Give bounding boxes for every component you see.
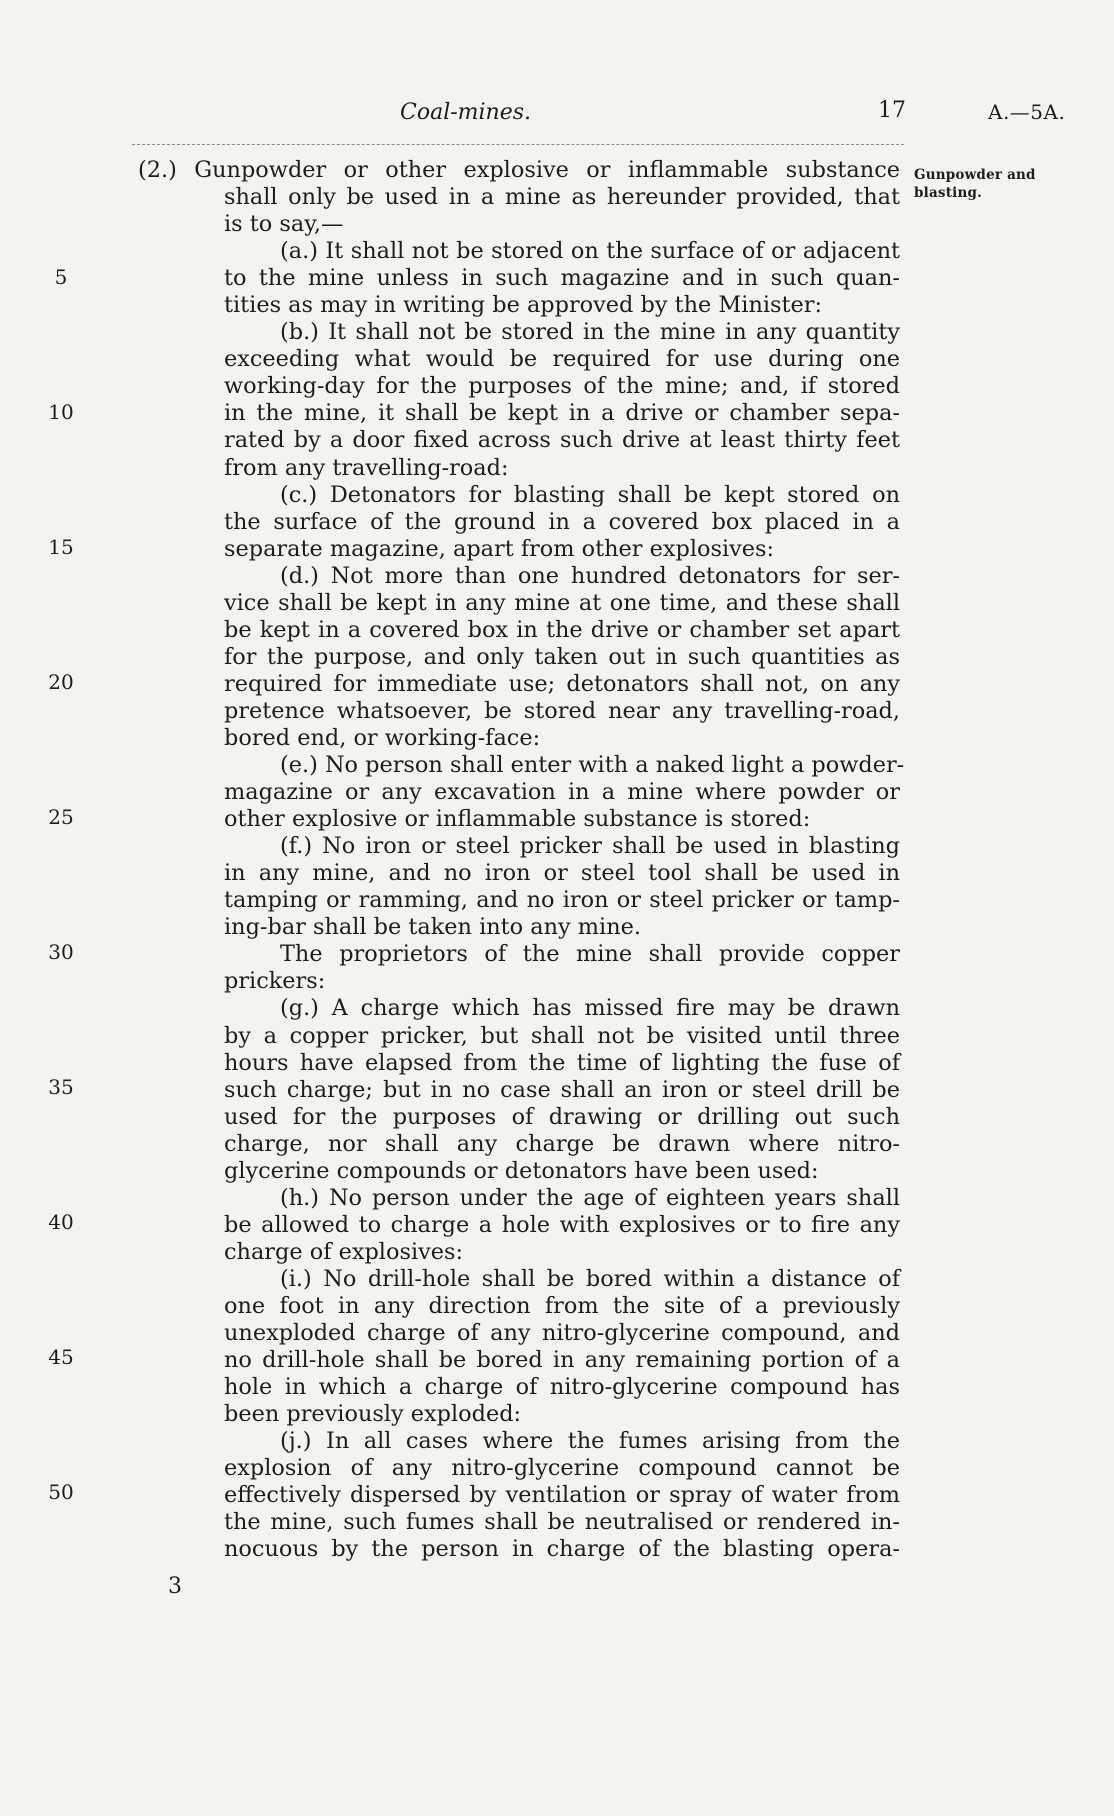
- margin-note: [914, 166, 1036, 202]
- text-line: (b.) It shall not be stored in the mine in any quantity: [280, 319, 900, 346]
- text-line: (c.) Detonators for blasting shall be kept stored on: [280, 481, 900, 508]
- text-line: magazine or any excavation in a mine where powder or: [224, 779, 900, 806]
- text-line: required for immediate use; detonators shall not, on any: [224, 670, 900, 697]
- margin-note-line: blasting.: [914, 185, 983, 201]
- text-line: (f.) No iron or steel pricker shall be used in blasting: [280, 833, 900, 860]
- text-line: explosion of any nitro-glycerine compound cannot be: [224, 1455, 900, 1482]
- line-number: 45: [48, 1345, 74, 1369]
- text-line: in the mine, it shall be kept in a drive or chamber sepa-: [224, 400, 900, 427]
- text-line: tamping or ramming, and no iron or steel pricker or tamp-: [224, 887, 900, 914]
- line-number: 5: [54, 265, 68, 289]
- text-line: separate magazine, apart from other explosives:: [224, 535, 775, 562]
- text-line: hole in which a charge of nitro-glycerine compound has: [224, 1374, 900, 1401]
- text-line: be allowed to charge a hole with explosives or to fire any: [224, 1211, 900, 1238]
- line-number: 50: [48, 1480, 74, 1504]
- text-line: ing-bar shall be taken into any mine.: [224, 914, 641, 941]
- text-line: used for the purposes of drawing or drilling out such: [224, 1103, 900, 1130]
- text-line: hours have elapsed from the time of lighting the fuse of: [224, 1049, 900, 1076]
- text-line: (e.) No person shall enter with a naked light a powder-: [280, 752, 905, 779]
- text-line: (d.) Not more than one hundred detonators for ser-: [280, 562, 900, 589]
- text-line: from any travelling-road:: [224, 454, 509, 481]
- text-line: been previously exploded:: [224, 1401, 522, 1428]
- body-text: [138, 157, 905, 1563]
- text-line: (a.) It shall not be stored on the surface of or adjacent: [280, 238, 900, 265]
- text-line: effectively dispersed by ventilation or spray of water from: [224, 1482, 900, 1509]
- text-line: exceeding what would be required for use during one: [224, 346, 900, 373]
- line-number: 35: [48, 1075, 74, 1099]
- text-line: bored end, or working-face:: [224, 724, 541, 751]
- text-line: charge, nor shall any charge be drawn where nitro-: [224, 1130, 900, 1157]
- line-number: 15: [48, 535, 74, 559]
- text-line: by a copper pricker, but shall not be visited until three: [224, 1022, 900, 1049]
- text-line: (j.) In all cases where the fumes arising from the: [280, 1428, 900, 1455]
- line-number: 20: [48, 670, 74, 694]
- text-line: shall only be used in a mine as hereunder provided, that: [224, 184, 900, 211]
- text-line: other explosive or inflammable substance is stored:: [224, 806, 811, 833]
- line-number: 40: [48, 1210, 74, 1234]
- text-line: working-day for the purposes of the mine; and, if stored: [224, 373, 900, 400]
- text-line: prickers:: [224, 968, 326, 995]
- running-title: Coal-mines.: [400, 100, 532, 125]
- document-reference: A.—5A.: [988, 100, 1066, 124]
- text-line: The proprietors of the mine shall provide copper: [280, 941, 900, 968]
- text-line: (2.) Gunpowder or other explosive or inflammable substance: [138, 157, 900, 183]
- text-line: (i.) No drill-hole shall be bored within a distance of: [280, 1265, 900, 1292]
- text-line: is to say,—: [224, 211, 344, 238]
- line-number: 30: [48, 940, 74, 964]
- text-line: vice shall be kept in any mine at one time, and these shall: [224, 589, 900, 616]
- text-line: to the mine unless in such magazine and in such quan-: [224, 265, 900, 292]
- text-line: such charge; but in no case shall an iron or steel drill be: [224, 1076, 900, 1103]
- page-number: 17: [878, 98, 906, 123]
- text-line: nocuous by the person in charge of the blasting opera-: [224, 1536, 900, 1563]
- text-line: (h.) No person under the age of eighteen years shall: [280, 1184, 900, 1211]
- line-number: 10: [48, 400, 74, 424]
- text-line: glycerine compounds or detonators have been used:: [224, 1157, 819, 1184]
- text-line: be kept in a covered box in the drive or chamber set apart: [224, 616, 900, 643]
- text-line: pretence whatsoever, be stored near any travelling-road,: [224, 697, 900, 724]
- text-line: rated by a door fixed across such drive at least thirty feet: [224, 427, 900, 454]
- signature-mark: 3: [168, 1574, 182, 1599]
- text-line: the surface of the ground in a covered box placed in a: [224, 508, 900, 535]
- text-line: no drill-hole shall be bored in any remaining portion of a: [224, 1347, 900, 1374]
- text-line: charge of explosives:: [224, 1238, 464, 1265]
- text-line: the mine, such fumes shall be neutralised or rendered in-: [224, 1509, 900, 1536]
- text-line: for the purpose, and only taken out in such quantities as: [224, 643, 900, 670]
- text-line: (g.) A charge which has missed fire may be drawn: [280, 995, 900, 1022]
- line-number: 25: [48, 805, 74, 829]
- text-line: unexploded charge of any nitro-glycerine compound, and: [224, 1320, 900, 1347]
- text-line: tities as may in writing be approved by the Minister:: [224, 292, 823, 319]
- header-rule: [132, 144, 904, 145]
- margin-note-line: Gunpowder and: [914, 167, 1036, 183]
- text-line: in any mine, and no iron or steel tool shall be used in: [224, 860, 900, 887]
- text-line: one foot in any direction from the site of a previously: [224, 1292, 900, 1319]
